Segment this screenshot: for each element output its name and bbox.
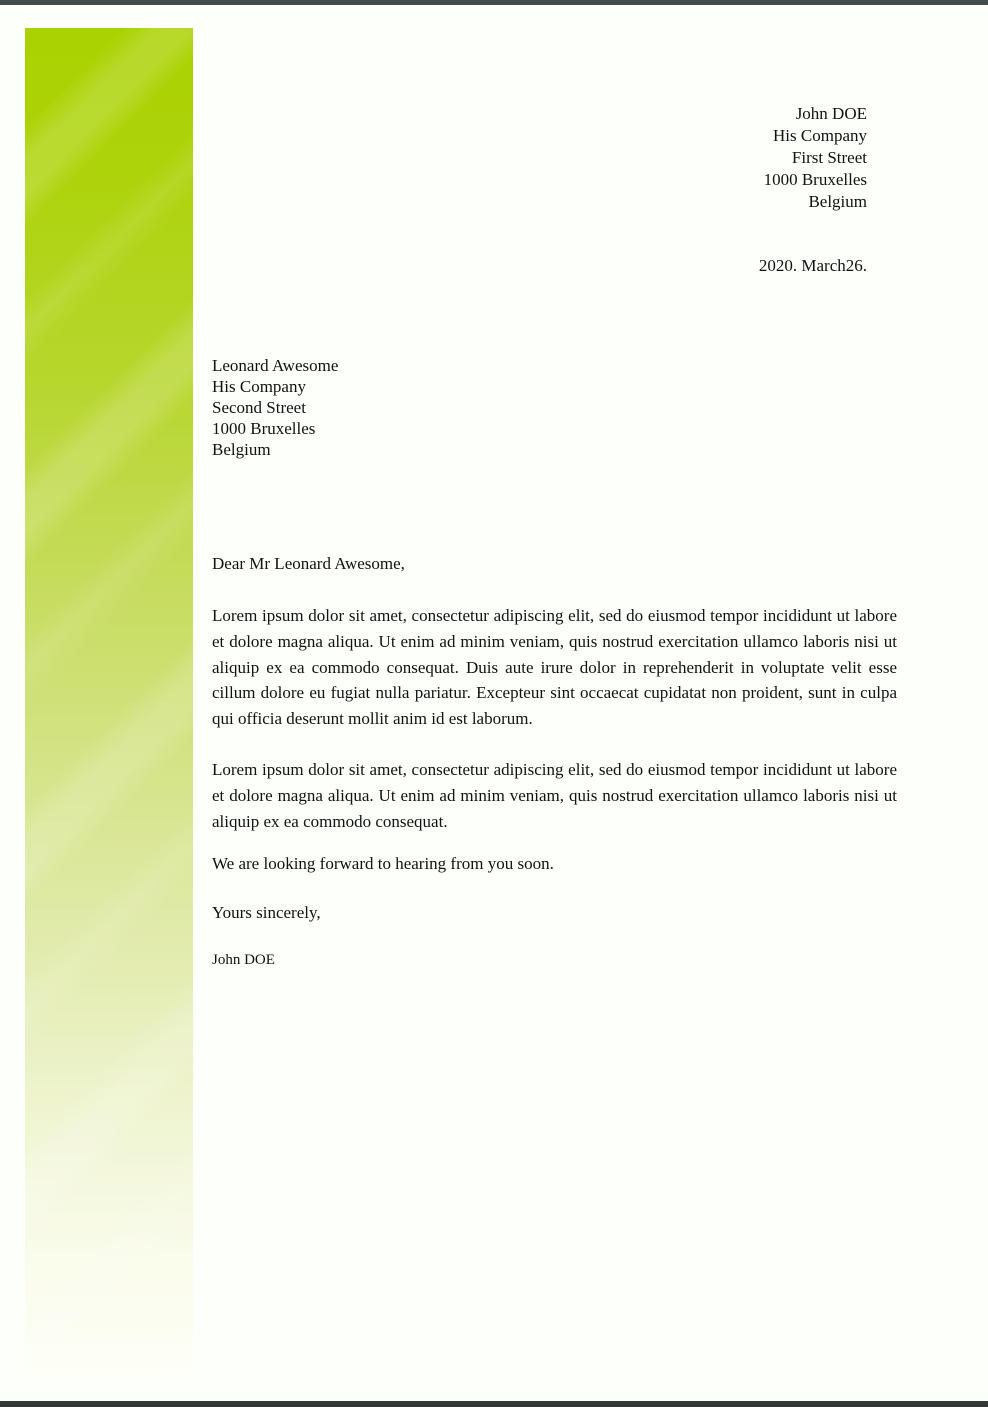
sender-city: 1000 Bruxelles (763, 170, 867, 189)
sender-name: John DOE (795, 104, 867, 123)
sender-company: His Company (773, 126, 867, 145)
body-paragraph-2: Lorem ipsum dolor sit amet, consectetur adipiscing elit, sed do eiusmod tempor incididunt ut labore et dolore magna aliqua. Ut enim ad minim veniam, quis nostrud exercitation ullamco laboris nisi ut aliquip ex ea commodo consequat. (212, 760, 897, 831)
sender-country: Belgium (808, 192, 867, 211)
closing-line: We are looking forward to hearing from you soon. (212, 854, 554, 873)
sender-street: First Street (791, 148, 867, 167)
valediction: Yours sincerely, (212, 903, 321, 922)
salutation: Dear Mr Leonard Awesome, (212, 554, 405, 573)
recipient-company: His Company (212, 377, 306, 396)
green-gradient-sidebar (25, 28, 193, 1380)
letter-date: 2020. March26. (758, 256, 867, 275)
sender-address-block (764, 103, 867, 213)
signature-name: John DOE (212, 952, 275, 968)
recipient-city: 1000 Bruxelles (212, 419, 316, 438)
recipient-street: Second Street (212, 398, 306, 417)
recipient-country: Belgium (212, 440, 271, 459)
body-paragraph-1: Lorem ipsum dolor sit amet, consectetur adipiscing elit, sed do eiusmod tempor incididunt ut labore et dolore magna aliqua. Ut enim ad minim veniam, quis nostrud exercitation ullamco laboris nisi ut aliquip ex ea commodo consequat. Duis aute irure dolor in reprehenderit in voluptate velit esse cillum dolore eu fugiat nulla pariatur. Excepteur sint occaecat cupidatat non proident, sunt in culpa qui officia deserunt mollit anim id est laborum. (212, 606, 897, 729)
recipient-address-block (212, 355, 338, 460)
recipient-name: Leonard Awesome (212, 356, 339, 375)
page-bottom-border (0, 1401, 988, 1407)
page-top-border (0, 0, 988, 5)
